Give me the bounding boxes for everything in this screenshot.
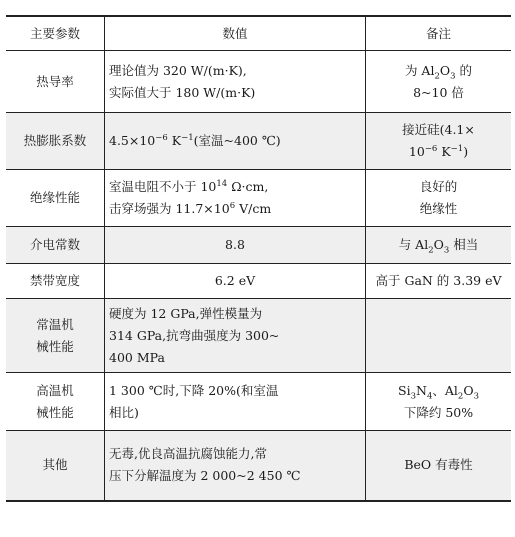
note-cell bbox=[366, 113, 512, 170]
note-cell bbox=[366, 227, 512, 264]
parameter-table bbox=[6, 15, 511, 502]
table-body bbox=[6, 51, 511, 501]
note-cell bbox=[366, 170, 512, 227]
param-cell bbox=[6, 431, 105, 501]
value-cell-line: 6.2 eV bbox=[214, 273, 256, 288]
table-row bbox=[6, 113, 511, 170]
header-note: 备注 bbox=[366, 16, 512, 51]
param-cell-line: 常温机 bbox=[36, 316, 74, 332]
table-row bbox=[6, 51, 511, 113]
value-cell-line: 相比) bbox=[109, 404, 139, 420]
param-cell-line: 禁带宽度 bbox=[29, 273, 80, 288]
value-cell-line: 1 300 ℃时,下降 20%(和室温 bbox=[109, 382, 279, 398]
header-row bbox=[6, 16, 511, 51]
value-cell bbox=[105, 431, 366, 501]
param-cell bbox=[6, 264, 105, 299]
table-row bbox=[6, 431, 511, 501]
note-cell bbox=[366, 431, 512, 501]
note-cell-line: 接近硅(4.1× bbox=[402, 122, 475, 137]
value-cell-line: 实际值大于 180 W/(m·K) bbox=[109, 84, 256, 100]
note-cell bbox=[366, 264, 512, 299]
header-param: 主要参数 bbox=[29, 25, 80, 41]
value-cell-line: 8.8 bbox=[225, 237, 245, 252]
table-row bbox=[6, 227, 511, 264]
note-cell-line: 为 $Al_2O_3$ 的 bbox=[404, 62, 473, 81]
value-cell-line: 室温电阻不小于 $10^{14}$ Ω·cm, bbox=[109, 178, 269, 194]
value-cell bbox=[105, 113, 366, 170]
value-cell-line: 压下分解温度为 2 000~2 450 ℃ bbox=[109, 468, 301, 484]
note-cell-line: $10^{-6}$ $K^{-1}$) bbox=[408, 143, 469, 159]
table-row bbox=[6, 373, 511, 431]
value-cell-line: 400 MPa bbox=[109, 349, 165, 365]
value-cell bbox=[105, 373, 366, 431]
param-cell-line: 热膨胀系数 bbox=[23, 133, 87, 148]
header-value: 数值 bbox=[105, 16, 366, 51]
note-cell-line: 绝缘性 bbox=[419, 201, 458, 216]
param-cell-line: 绝缘性能 bbox=[29, 190, 80, 205]
param-cell-line: 热导率 bbox=[36, 73, 74, 89]
value-cell bbox=[105, 299, 366, 373]
table-row bbox=[6, 299, 511, 373]
param-cell bbox=[6, 299, 105, 373]
value-cell-line: $4.5\times 10^{-6}$ $K^{-1}$(室温~400 ℃) bbox=[109, 132, 281, 148]
value-cell-line: 击穿场强为 $11.7\times 10^6$ V/cm bbox=[109, 200, 272, 216]
param-cell-line: 械性能 bbox=[36, 404, 74, 420]
value-cell-line: 理论值为 320 W/(m·K), bbox=[109, 62, 247, 78]
value-cell-line: 无毒,优良高温抗腐蚀能力,常 bbox=[109, 446, 267, 462]
note-cell-line: 良好的 bbox=[419, 179, 458, 194]
note-cell-line: 与 $Al_2O_3$ 相当 bbox=[398, 237, 479, 256]
param-cell-line: 械性能 bbox=[36, 338, 74, 354]
value-cell bbox=[105, 170, 366, 227]
note-cell bbox=[366, 373, 512, 431]
note-cell bbox=[366, 299, 512, 373]
param-cell bbox=[6, 113, 105, 170]
note-cell bbox=[366, 51, 512, 113]
param-cell-line: 高温机 bbox=[36, 382, 74, 398]
note-cell-line: 下降约 50% bbox=[403, 404, 474, 420]
param-cell-line: 其他 bbox=[42, 457, 68, 473]
param-cell-line: 介电常数 bbox=[29, 237, 80, 252]
note-cell-line: 8~10 倍 bbox=[413, 84, 464, 100]
value-cell bbox=[105, 227, 366, 264]
value-cell-line: 硬度为 12 GPa,弹性模量为 bbox=[109, 305, 263, 321]
note-cell-line: 高于 GaN 的 3.39 eV bbox=[375, 273, 502, 288]
note-cell-line: BeO 有毒性 bbox=[404, 457, 473, 473]
value-cell bbox=[105, 51, 366, 113]
param-cell bbox=[6, 227, 105, 264]
note-cell-line: $Si_3N_4$、$Al_2O_3$ bbox=[398, 382, 479, 401]
value-cell bbox=[105, 264, 366, 299]
value-cell-line: 314 GPa,抗弯曲强度为 300~ bbox=[109, 327, 280, 343]
param-cell bbox=[6, 51, 105, 113]
table-row bbox=[6, 170, 511, 227]
param-cell bbox=[6, 373, 105, 431]
table-row bbox=[6, 264, 511, 299]
param-cell bbox=[6, 170, 105, 227]
